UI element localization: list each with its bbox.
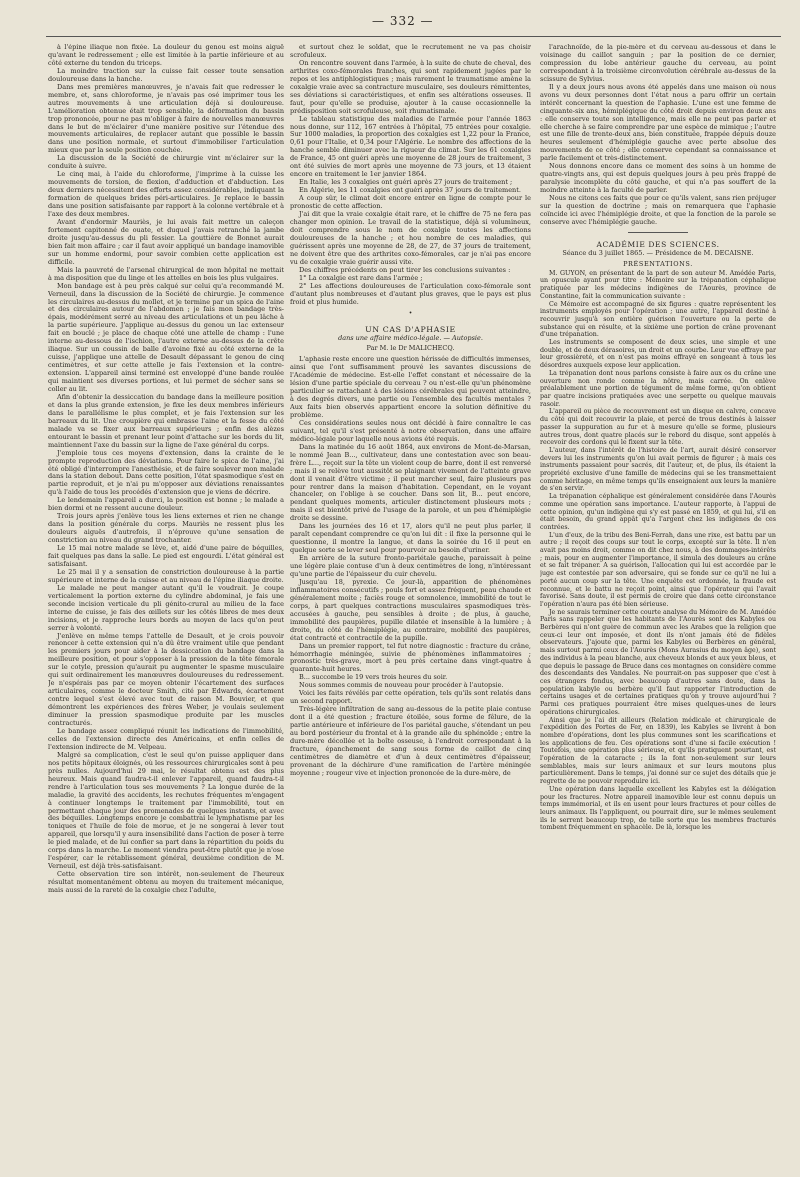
header-rule <box>46 36 781 37</box>
paragraph: Le lendemain l'appareil a durci, la position est bonne ; le malade a bien dormi et ne ressent aucune douleur. <box>48 496 284 513</box>
paragraph: Voici les faits révélés par cette opération, tels qu'ils sont relatés dans un second rapport. <box>290 689 531 706</box>
coxalgia-conclusion-section <box>290 44 531 306</box>
paragraph: On rencontre souvent dans l'armée, à la suite de chute de cheval, des arthrites coxo-fémorales franches, qui sont rapidement jugées par le repos et les antiphlogistiques ; mais rarement le traumatisme amène la coxalgie vraie avec sa contracture musculaire, ses douleurs rémittentes, ses déviations si caractéristiques, et enfin ses altérations osseuses. Il faut, pour qu'elle se produise, ajouter à la cause occasionnelle la prédisposition soit scrofuleuse, soit rhumatismale. <box>290 58 531 115</box>
paragraph: La trépanation dont nous parlons consiste à faire aux os du crâne une ouverture non ronde comme la nôtre, mais carrée. On enlève préalablement une portion de tégument de même forme, qu'on obtient par quatre incisions pratiquées avec une serpette ou quelque mauvais rasoir. <box>540 369 776 408</box>
paragraph: L'appareil ou pièce de recouvrement est un disque en calvre, concave du côté qui doit recouvrir la plaie, et percé de trous destinés à laisser passer la suppuration au fur et à mesure qu'elle se forme, plusieurs autres trous, dont quatre placés sur le rebord du disque, sont appelés à recevoir des cordons qui le fixent sur la tête. <box>540 408 776 447</box>
section-separator-dot: • <box>408 310 413 318</box>
paragraph: Des chiffres précédents on peut tirer les conclusions suivantes : <box>299 265 511 274</box>
paragraph: L'un d'eux, de la tribu des Beni-Ferrah, dans une rixe, est battu par un autre ; il reçoit des coups sur tout le corps, excepté sur la tête. Il n'en avait pas moins droit, comme on dit chez nous, à des dommages-intérêts ; mais, pour en augmenter l'importance, il simula des douleurs au crâne et se fait trépaner. A sa guérison, l'allocation qui lui est accordée par le juge est contestée par son adversaire, qui se fonde sur ce qu'il ne lui a porté aucun coup sur la tête. Une enquête est ordonnée, la fraude est reconnue, et le battu ne reçoit point, ainsi que l'opérateur qui l'avait favorisé. Sans doute, il est permis de croire que dans cette circonstance l'opération n'aura pas été bien sérieuse. <box>540 531 776 608</box>
paragraph: A coup sûr, le climat doit encore entrer en ligne de compte pour le pronostic de cette affection. <box>290 194 531 211</box>
session-line: Séance du 3 juillet 1865. — Présidence de M. DECAISNE. <box>562 248 754 257</box>
paragraph: Je ne saurais terminer cette courte analyse du Mémoire de M. Amédée Paris sans rappeler que les habitants de l'Aourès sont des Kabyles ou Berbères qui n'ont guère de commun avec les Arabes que la religion que ceux-ci leur ont imposée, et dont ils n'ont jamais été de fidèles observateurs. J'ajoute que, parmi les Kabyles ou Berbères en général, mais surtout parmi ceux de l'Aourès (Mons Aurasius du moyen âge), sont des individus à la peau blanche, aux cheveux blonds et aux yeux bleus, et que depuis le passage de Bruce dans ces montagnes on considère comme des descendants des Vandales. Ne pourrait-on pas supposer que c'est à ces étrangers fondus, avec beaucoup d'autres sans doute, dans la population kabyle ou berbère qu'il faut rapporter l'introduction de certains usages et de certaines pratiques qu'on y trouve aujourd'hui ? Parmi ces pratiques pourraient être mises quelques-unes de leurs opérations chirurgicales. <box>540 608 776 716</box>
paragraph: Afin d'obtenir la dessiccation du bandage dans la meilleure position et dans la plus grande extension, je fixe les deux membres inférieurs dans le parallélisme le plus complet, et je fais l'extension sur les barreaux du lit. Une croupière qui embrasse l'aine et la fesse du côté malade va se fixer aux barreaux supérieurs ; enfin des alèzes entourant le bassin et prenant leur point d'attache sur les bords du lit, maintiennent l'axe du bassin sur la ligne de l'axe général du corps. <box>48 392 284 449</box>
paragraph: Dans un premier rapport, tel fut notre diagnostic : fracture du crâne, hémorrhagie méningée, suivie de phénomènes inflammatoires ; pronostic très-grave, mort à peu près certaine dans vingt-quatre à quarante-huit heures. <box>290 641 531 674</box>
paragraph: Le cinq mai, à l'aide du chloroforme, j'imprime à la cuisse les mouvements de torsion, de flexion, d'adduction et d'abduction. Les deux derniers nécessitent des efforts assez considérables, indiquant la formation de quelques brides péri-articulaires. Je replace le bassin dans une position satisfaisante par rapport à la colonne vertébrale et à l'axe des deux membres. <box>48 170 284 219</box>
paragraph: Jusqu'au 18, pyrexie. Ce jour-là, apparition de phénomènes inflammatoires consécutifs ; pouls fort et assez fréquent, peau chaude et généralement moite ; faciès rouge et somnolence, immobilité de tout le corps, à part quelques contractions musculaires spasmodiques très-accusées à gauche, peu sensibles à droite ; de plus, à gauche, immobilité des paupières, pupille dilatée et insensible à la lumière ; à droite, du côté de l'hémiplégie, au contraire, mobilité des paupières, état contracté et contractile de la pupille. <box>290 577 531 642</box>
paragraph: M. GUYON, en présentant de la part de son auteur M. Amédée Paris, un opuscule ayant pour titre : Mémoire sur la trépanation céphalique pratiquée par les médecins indigènes de l'Aourès, province de Constantine, fait la communication suivante : <box>540 269 776 300</box>
column-middle <box>290 44 531 1164</box>
paragraph: J'emploie tous ces moyens d'extension, dans la crainte de le prompte reproduction des déviations. Pour faire le spica de l'aine, j'ai été obligé d'interrompre l'anesthésie, et de faire soulever mon malade dans la station debout. Dans cette position, l'état spasmodique s'est en partie reproduit, et je n'ai pu m'opposer aux déviations renaissantes qu'à l'aide de tous les procédés d'extension que je viens de décrire. <box>48 448 284 497</box>
paragraph: En arrière de la suture fronto-pariétale gauche, paraissait à peine une légère plaie contuse d'un à deux centimètres de long, n'intéressant qu'une partie de l'épaisseur du cuir chevelu. <box>290 554 531 578</box>
aphasia-case-section <box>290 356 531 778</box>
paragraph: Les instruments se composent de deux scies, une simple et une double, et de deux dérasoires, un droit et un courbe. Leur vue effraye par leur grossièreté, et on n'est pas moins effrayé en songeant à tous les désordres auxquels expose leur application. <box>540 339 776 370</box>
column-right <box>540 44 776 1164</box>
paragraph: La moindre traction sur la cuisse fait cesser toute sensation douloureuse dans la hanche. <box>48 66 284 83</box>
paragraph: B... succombe le 19 vers trois heures du soir. <box>299 673 448 682</box>
paragraph: Cette observation tire son intérêt, non-seulement de l'heureux résultat momentanément obtenu au moyen du traitement mécanique, mais aussi de la rareté de la coxalgie chez l'adulte, <box>48 870 284 895</box>
paragraph: J'ai dit que la vraie coxalgie était rare, et le chiffre de 75 ne fera pas changer mon opinion. Le travail de la statistique, déjà si volumineux, doit comprendre sous le nom de coxalgie toutes les affections douloureuses de la hanche ; et hou nombre de ces maladies, qui guérissent après une moyenne de 28, de 27, de 37 jours de traitement, ne doivent être que des arthrites coxo-fémorales, car je n'ai pas encore vu de coxalgie vraie guérir aussi vite. <box>290 210 531 266</box>
article-author: Par M. le Dr MALICHECQ. <box>366 344 455 353</box>
paragraph: Trois jours après j'enlève tous les liens externes et rien ne change dans la position générale du corps. Mauriès ne ressent plus les douleurs aiguës d'autrefois, il n'éprouve qu'une sensation de constriction au niveau du grand trochanter. <box>48 512 284 545</box>
page-number: — 332 — <box>372 14 434 28</box>
aphasia-remarks-section <box>540 44 776 227</box>
paragraph: Mais la pauvreté de l'arsenal chirurgical de mon hôpital ne mettait à ma disposition que du linge et les attelles en bois les plus vulgaires. <box>48 265 284 282</box>
paragraph: Mon bandage est à peu près calqué sur celui qu'a recommandé M. Verneuil, dans la discussion de la Société de chirurgie. Je commence les circulaires au-dessus du mollet, et je termine par un spica de l'aine et des circulaires autour de l'abdomen ; je fais mon bandage très-épais, modérément serré au niveau des articulations et un peu lâche à la partie supérieure. J'applique au-dessus du genou un lac extenseur fait en bouclé ; je place de chaque côté une attelle de champ : l'une interne au-dessous de l'ischion, l'autre externe au-dessus de la crête iliaque. Sur un coussin de balle d'avoine fixé au côté externe de la cuisse, j'applique une attelle de Desault dépassant le genou de cinq centimètres, et sur cette attelle je fais l'extension et la contre-extension. L'appareil ainsi terminé est enveloppé d'une bande roulée qui maintient ses diverses portions, et lui permet de sécher sans se coller au lit. <box>48 281 284 393</box>
paragraph: Malgré sa complication, c'est le seul qu'on puisse appliquer dans nos petits hôpitaux éloignés, où les ressources chirurgicales sont à peu près nulles. Aujourd'hui 29 mai, le résultat obtenu est des plus heureux. Mais quand faudra-t-il enlever l'appareil, quand faudra-t-il rendre à l'articulation tous ses mouvements ? La longue durée de la maladie, la gravité des accidents, les rechutes fréquentes m'engagent à continuer longtemps le traitement par l'immobilité, tout en permettant chaque jour des promenades de quelques instants, et avec des béquilles. Longtemps encore je combattrai le lymphatisme par les toniques et l'huile de foie de morue, et je ne songerai à lever tout appareil, que lorsqu'il y aura insensibilité dans l'action de poser à terre le pied malade, et de lui confier sa part dans la répartition du poids du corps dans la marche. Le moment viendra peut-être plutôt que je n'ose l'espérer, car le rétablissement général, deuxième condition de M. Verneuil, est déjà très-satisfaisant. <box>48 750 284 871</box>
paragraph: En Italie, les 3 coxalgies ont guéri après 27 jours de traitement ; <box>299 178 513 187</box>
column-left <box>48 44 284 1164</box>
paragraph: Très-légère infiltration de sang au-dessous de la petite plaie contuse dont il a été question ; fracture étoilée, sous forme de fêlure, de la partie antérieure et inférieure de l'os pariétal gauche, s'étendant un peu au bord postérieur du frontal et à la grande aile du sphénoïde ; entre la dure-mère décollée et la boîte osseuse, à l'endroit correspondant à la fracture, épanchement de sang sous forme de caillot de cinq centimètres de diamètre et d'un à deux centimètres d'épaisseur, provenant de la déchirure d'une ramification de l'artère méningée moyenne ; rougeur vive et injection prononcée de la dure-mère, de <box>290 705 531 777</box>
paragraph: 1° La coxalgie est rare dans l'armée ; <box>299 273 423 282</box>
paragraph: Le malade ne peut manger autant qu'il le voudrait. Je coupe verticalement la portion externe du cylindre abdominal, je fais une seconde incision verticale du pli génito-crural au milieu de la face interne de cuisse, je fais des œillets sur les côtés libres de mes deux incisions, et je rapproche leurs bords au moyen de lacs qu'on peut serrer à volonté. <box>48 583 284 632</box>
paragraph: l'arachnoïde, de la pie-mère et du cerveau au-dessous et dans le voisinage du caillot sanguin ; par la position de ce dernier, compression du lobe antérieur gauche du cerveau, au point correspondant à la troisième circonvolution cérébrale au-dessus de la scissure de Sylvius. <box>540 44 776 83</box>
paragraph: La trépanation céphalique est généralement considérée dans l'Aourès comme une opération sans importance. L'auteur rapporte, à l'appui de cette opinion, qu'un indigène qui s'y est passé en 1859, et qui lui, s'il en était besoin, du grand appât qu'a l'argent chez les indigènes de ces contrées. <box>540 493 776 531</box>
paragraph: L'aphasie reste encore une question hérissée de difficultés immenses, ainsi que l'ont suffisamment prouvé les savantes discussions de l'Académie de médecine. Est-elle l'effet constant et nécessaire de la lésion d'une partie spéciale du cerveau ? ou n'est-elle qu'un phénomène particulier se rattachant à des lésions cérébrales qui peuvent atteindre, à des degrés divers, une partie ou l'ensemble des facultés mentales ? Aux faits bien observés appartient encore la solution définitive du problème. <box>290 355 531 419</box>
paragraph: La discussion de la Société de chirurgie vint m'éclairer sur la conduite à suivre. <box>48 154 284 171</box>
paragraph: Le 15 mai notre malade se lève, et, aidé d'une paire de béquilles, fait quelques pas dans la salle. Le pied est engourdi. L'état général est satisfaisant. <box>48 544 284 568</box>
section-rule <box>540 230 776 238</box>
paragraph: L'auteur, dans l'intérêt de l'histoire de l'art, aurait désiré conserver devers lui les instruments qu'on lui avait permis de figurer ; à mais ces instruments passaient pour sacrés, dit l'auteur, et, de plus, ils étaient la propriété exclusive d'une famille de médecins qui se les transmettaient comme héritage, en même temps qu'ils enseignaient aux leurs la manière de s'en servir. <box>540 446 776 493</box>
paragraph: à l'épine iliaque non fixée. La douleur du genou est moins aiguë qu'avant le redressement ; elle est limitée à la partie inférieure et au côté externe du tendon du triceps. <box>48 44 284 67</box>
presentations-title: PRÉSENTATIONS. <box>623 259 693 268</box>
paragraph: Nous donnons encore dans ce moment des soins à un homme de quatre-vingts ans, qui est depuis quelques jours à peu près frappé de paralysie incomplète du côté gauche, et qui n'a pas souffert de la moindre atteinte à la faculté de parler. <box>540 162 776 195</box>
presentations-section <box>540 270 776 832</box>
section-title: ACADÉMIE DES SCIENCES. <box>596 239 720 249</box>
paragraph: Le 25 mai il y a sensation de constriction douloureuse à la partie supérieure et interne de la cuisse et au niveau de l'épine iliaque droite. <box>48 567 284 584</box>
article-subtitle: dans une affaire médico-légale. — Autopsie. <box>338 334 483 343</box>
paragraph: Le bandage assez compliqué réunit les indications de l'immobilité, celles de l'extension directe des Américains, et enfin celles de l'extension indirecte de M. Velpeau. <box>48 726 284 751</box>
article-title: UN CAS D'APHASIE <box>365 325 456 335</box>
paragraph: Dans mes premières manœuvres, je n'avais fait que redresser le membre, et, sans chloroforme, je n'avais pas osé imprimer tous les autres mouvements à une articulation déjà si douloureuse. L'amélioration obtenue était trop sensible, la déformation du bassin trop prononcée, pour ne pas m'obliger à faire de nouvelles manœuvres dans le but de m'éclairer d'une manière positive sur l'étendue des mouvements articulaires, de replacer autant que possible le bassin dans une position normale, et surtout d'immobiliser l'articulation mieux que par la seule position couchée. <box>48 82 284 155</box>
paragraph: Il y a deux jours nous avons été appelés dans une maison où nous avons vu deux personnes dont l'état nous a paru offrir un certain intérêt concernant la question de l'aphasie. L'une est une femme de cinquante-six ans, hémiplégique du côté droit depuis environ deux ans : elle conserve toute son intelligence, mais elle ne peut pas parler et elle cherche à se faire comprendre par une espèce de mimique ; l'autre est une fille de trente-deux ans, bien constituée, frappée depuis douze heures seulement d'hémiplégie gauche avec perte absolue des mouvements de ce côté ; elle conserve cependant sa connaissance et parle facilement et très-distinctement. <box>540 82 776 163</box>
paragraph: Dans la matinée du 16 août 1864, aux environs de Mont-de-Marsan, le nommé Jean B..., cultivateur, dans une contestation avec son beau-frère L..., reçoit sur la tête un violent coup de barre, dont il est renversé ; mais il se relève tout aussitôt se plaignant vivement de l'atteinte grave dont il venait d'être victime ; il peut marcher seul, faire plusieurs pas pour rentrer dans la maison d'habitation. Cependant, en le voyant chanceler, on l'oblige à se coucher. Dans son lit, B... peut encore, pendant quelques moments, articuler distinctement plusieurs mots ; mais il est bientôt privé de l'usage de la parole, et un peu d'hémiplégie droite se dessine. <box>290 442 531 523</box>
paragraph: En Algérie, les 11 coxalgies ont guéri après 37 jours de traitement. <box>299 186 521 195</box>
paragraph: Le tableau statistique des maladies de l'armée pour l'année 1863 nous donne, sur 112, 167 entrées à l'hôpital, 75 entrées pour coxalgie. Sur 1000 maladies, la proportion des coxalgies est 1,22 pour la France, 0,61 pour l'Italie, et 0,34 pour l'Algérie. Le nombre des affections de la hanche semble diminuer avec la rigueur du climat. Sur les 61 coxalgies de France, 45 ont guéri après une moyenne de 28 jours de traitement, 3 ont été suivies de mort après une moyenne de 73 jours, et 13 étaient encore en traitement le 1er janvier 1864. <box>290 114 531 179</box>
paragraph: Dans les journées des 16 et 17, alors qu'il ne peut plus parler, il paraît cependant comprendre ce qu'on lui dit : il fixe la personne qui le questionne, il montre la langue, et dans la soirée du 16 il peut en quelque sorte se lever seul pour pourvoir au besoin d'uriner. <box>290 522 531 555</box>
paragraph: Nous sommes commis de nouveau pour procéder à l'autopsie. <box>299 681 504 690</box>
paragraph: et surtout chez le soldat, que le recrutement ne va pas choisir scrofuleux. <box>290 44 531 59</box>
paragraph: Nous ne citons ces faits que pour ce qu'ils valent, sans rien préjuger sur la question de doctrine ; mais on remarquera que l'aphasie coïncide ici avec l'hémiplégie droite, et que la fonction de la parole se conserve avec l'hémiplégie gauche. <box>540 194 776 226</box>
paragraph: 2° Les affections douloureuses de l'articulation coxo-fémorale sont d'autant plus nombreuses et d'autant plus graves, que le pays est plus froid et plus humide. <box>290 281 531 306</box>
paragraph: Une opération dans laquelle excellent les Kabyles est la délégation pour les fractures. Notre appareil inamovible leur est connu depuis un temps immémorial, et ils en usent pour leurs fractures et pour celles de leurs animaux. Ils l'appliquent, ou pourrait dire, sur le mêmes seulement ils le serrent beaucoup trop, de telle sorte que les membres fracturés tombent fréquemment en sphacèle. De là, lorsque les <box>540 785 776 832</box>
paragraph: Ces considérations seules nous ont décidé à faire connaître le cas suivant, tel qu'il s'est présenté à notre observation, dans une affaire médico-légale pour laquelle nous avions été requis. <box>290 418 531 443</box>
paragraph: Ce Mémoire est accompagné de six figures : quatre représentent les instruments employés pour l'opération ; une autre, l'appareil destiné à recouvrir jusqu'à son entière guérison l'ouverture ou la perte de substance qui en résulte, et la sixième une portion de crâne provenant d'une trépanation. <box>540 300 776 339</box>
paragraph: Avant d'endormir Mauriès, je lui avais fait mettre un caleçon fortement capitonné de ouate, et duquel j'avais retranché la jambe droite jusqu'au-dessus du pli fessier. La gouttière de Bonnet aurait bien fait mon affaire ; car il faut avoir appliqué un bandage inamovible sur un homme endormi, pour savoir combien cette application est difficile. <box>48 217 284 266</box>
paragraph: J'enlève en même temps l'attelle de Desault, et je crois pouvoir renoncer à cette extension qui n'a dû être vraiment utile que pendant les premiers jours pour aider à la dessiccation du bandage dans la meilleure position, et pour s'opposer à la pression de la tête fémorale sur le cotyle, pression qu'aurait pu augmenter le spasme musculaire qui suit ordinairement les manœuvres douloureuses du redressement. Je n'espérais pas par ce moyen obtenir l'écartement des surfaces articulaires, comme le docteur Smith, cité par Edwards, écartement contre lequel s'est élevé avec tout de raison M. Bouvier, et que démontrent les expériences des frères Weber, je voulais seulement diminuer la pression spasmodique produite par les muscles contracturés. <box>48 631 284 728</box>
paragraph: Ainsi que je l'ai dit ailleurs (Relation médicale et chirurgicale de l'expédition des Portes de Fer, en 1839), les Kabyles se livrent à bon nombre d'opérations, dont les plus communes sont les scarifications et les applications de feu. Ces opérations sont d'une si facile exécution ! Toutefois, une opération plus sérieuse, et qu'ils pratiquent pourtant, est l'opération de la cataracte ; ils la font non-seulement sur leurs semblables, mais sur leurs animaux et sur leurs moutons plus particulièrement. Dans le temps, j'ai donné sur ce sujet des détails que je regrette de ne pouvoir reproduire ici. <box>540 716 776 786</box>
